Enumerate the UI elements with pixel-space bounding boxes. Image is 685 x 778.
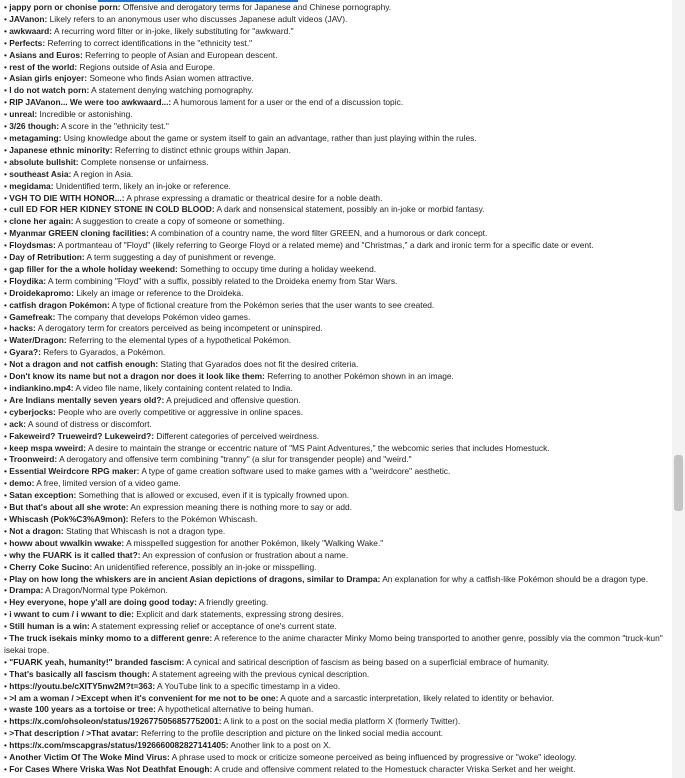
glossary-term: gap filler for the a whole holiday weekend: [9, 263, 178, 274]
glossary-item [4, 419, 671, 431]
glossary-definition: Explicit and dark statements, expressing strong desires. [136, 609, 344, 620]
glossary-term: RIP JAVanon... We were too awkwaard...: [9, 97, 172, 108]
glossary-term: Droidekapromo: [9, 287, 74, 298]
glossary-item [4, 157, 671, 169]
glossary-term: But that's about all she wrote: [9, 502, 129, 513]
glossary-term: Asians and Euros: [9, 49, 83, 60]
glossary-definition: A video file name, likely containing content related to India. [75, 383, 293, 393]
glossary-definition: A Dragon/Normal type Pokémon. [45, 585, 168, 596]
glossary-term: cull ED FOR HER KIDNEY STONE IN COLD BLOOD: [9, 204, 215, 215]
glossary-item [4, 14, 671, 26]
glossary-term: demo: [9, 478, 35, 489]
glossary-item [4, 752, 671, 764]
glossary-term: Drampa: [9, 585, 44, 596]
glossary-item [4, 73, 671, 85]
glossary-definition: Complete nonsense or unfairness. [80, 156, 209, 167]
glossary-definition: A reference to the anime character Minky Momo being transported to another genre, possibly via the common "truck-kun" isekai trope. [4, 633, 663, 655]
glossary-item [4, 526, 671, 538]
glossary-definition: Stating that Gyarados does not fit the desired criteria. [160, 359, 359, 370]
glossary-item [4, 323, 671, 335]
glossary-definition: A quote and a sarcastic interpretation, likely related to identity or behavior. [280, 692, 555, 703]
glossary-definition: An expression meaning there is nothing more to say or add. [130, 502, 352, 513]
glossary-term: Not a dragon: [9, 525, 64, 536]
glossary-definition: Referring to people of Asian and European descent. [85, 49, 278, 60]
glossary-definition: A suggestion to create a copy of someone or something. [75, 216, 285, 227]
glossary-definition: Offensive and derogatory terms for Japanese and Chinese pornography. [122, 2, 392, 12]
glossary-item [4, 597, 671, 609]
glossary-item [4, 312, 671, 324]
glossary-term: jappy porn or chonise porn: [9, 2, 121, 12]
glossary-term: Essential Weirdcore RPG maker: [9, 466, 140, 477]
glossary-item [4, 2, 671, 14]
glossary-definition: A phrase used to mock or criticize someone perceived as being influenced by progressive or "woke" ideology. [171, 752, 577, 763]
glossary-term: catfish dragon Pokémon: [9, 299, 110, 310]
glossary-term: Water/Dragon: [9, 335, 67, 346]
glossary-definition: Referring to another Pokémon shown in an image. [267, 371, 454, 382]
glossary-item [4, 478, 671, 490]
glossary-term: Hey everyone, hope y'all are doing good today: [9, 597, 197, 608]
glossary-definition: A statement agreeing with the previous cynical description. [151, 668, 370, 679]
glossary-term: indiankino.mp4: [9, 383, 74, 393]
glossary-definition: The company that develops Pokémon video games. [57, 311, 251, 322]
glossary-definition: A free, limited version of a video game. [36, 478, 181, 489]
glossary-term: Asian girls enjoyer: [9, 73, 87, 84]
glossary-definition: A region in Asia. [73, 168, 134, 179]
glossary-item [4, 538, 671, 550]
glossary-definition: A term suggesting a day of punishment or revenge. [86, 252, 276, 263]
glossary-term: howw about wwalkin wwake: [9, 537, 125, 548]
glossary-term: Gyara?: [9, 347, 41, 358]
glossary-term: unreal: [9, 109, 38, 120]
glossary-term: Still human is a win: [9, 621, 90, 632]
glossary-definition: A hypothetical alternative to being human. [157, 704, 314, 715]
glossary-definition: Something to occupy time during a holiday weekend. [180, 263, 377, 274]
glossary-item [4, 133, 671, 145]
glossary-term: rest of the world: [9, 61, 78, 72]
glossary-item [4, 740, 671, 752]
glossary-item [4, 407, 671, 419]
glossary-term: awkwaard: [9, 25, 53, 36]
glossary-item [4, 693, 671, 705]
glossary-definition: Something that is allowed or excused, even if it is typically frowned upon. [78, 490, 350, 501]
glossary-definition: Stating that Whiscash is not a dragon type. [66, 525, 226, 536]
glossary-item [4, 109, 671, 121]
glossary-term: why the FUARK is it called that?: [9, 549, 141, 560]
glossary-item [4, 562, 671, 574]
glossary-term: VGH TO DIE WITH HONOR...: [9, 192, 125, 203]
glossary-definition: Referring to the elemental types of a hypothetical Pokémon. [68, 335, 292, 346]
glossary-definition: A dark and nonsensical statement, possibly an in-joke or morbid fantasy. [216, 204, 485, 215]
glossary-item [4, 85, 671, 97]
glossary-item [4, 704, 671, 716]
glossary-item [4, 609, 671, 621]
glossary-item [4, 62, 671, 74]
glossary-item [4, 764, 671, 776]
glossary-term: 3/26 though: [9, 121, 60, 132]
glossary-term: cyberjocks: [9, 406, 56, 417]
glossary-item [4, 359, 671, 371]
glossary-definition: A score in the "ethnicity test." [60, 121, 169, 132]
glossary-definition: A type of fictional creature from the Pokémon series that the user wants to see created. [111, 299, 435, 310]
glossary-definition: A friendly greeting. [198, 597, 269, 608]
glossary-item [4, 633, 671, 657]
glossary-definition: An unidentified reference, possibly an in-joke or misspelling. [93, 561, 317, 572]
glossary-item [4, 216, 671, 228]
glossary-term: Floydsmas: [9, 240, 56, 251]
glossary-term: clone her again: [9, 216, 74, 227]
glossary-term: https://youtu.be/cXITY5nw2M?t=363: [9, 680, 156, 691]
glossary-item [4, 204, 671, 216]
glossary-definition: Likely an image or reference to the Droideka. [76, 287, 244, 298]
glossary-item [4, 371, 671, 383]
glossary-definition: A derogatory and offensive term combining "tranny" (a slur for transgender people) and "weird." [59, 454, 412, 465]
glossary-term: i wwant to cum / i wwant to die: [9, 609, 134, 620]
glossary-term: Japanese ethnic minority: [9, 144, 113, 155]
glossary-item [4, 466, 671, 478]
glossary-item [4, 288, 671, 300]
document-content [4, 2, 671, 776]
glossary-item [4, 335, 671, 347]
glossary-item [4, 383, 671, 395]
glossary-term: Cherry Coke Sucino: [9, 561, 93, 572]
glossary-term: keep mspa wweird: [9, 442, 87, 453]
glossary-definition: Regions outside of Asia and Europe. [79, 61, 216, 72]
glossary-term: "FUARK yeah, humanity!" branded fascism: [9, 656, 185, 667]
glossary-definition: A type of game creation software used to make games with a "weirdcore" aesthetic. [141, 466, 451, 477]
glossary-item [4, 121, 671, 133]
glossary-definition: A portmanteau of "Floyd" (likely referring to George Floyd or a related meme) and "Christmas," a dark and ironic term for a specific date or event. [57, 240, 594, 251]
glossary-item [4, 347, 671, 359]
glossary-term: Fakeweird? Trueweird? Lukeweird?: [9, 430, 154, 441]
glossary-item [4, 657, 671, 669]
glossary-item [4, 38, 671, 50]
glossary-term: I do not watch porn: [9, 85, 90, 96]
glossary-item [4, 395, 671, 407]
glossary-term: hacks: [9, 323, 36, 334]
glossary-item [4, 669, 671, 681]
glossary-item [4, 181, 671, 193]
glossary-term: absolute bullshit: [9, 156, 79, 167]
glossary-definition: A recurring word filter or in-joke, likely substituting for "awkward." [53, 25, 294, 36]
glossary-term: Play on how long the whiskers are in ancient Asian depictions of dragons, similar to Drampa: [9, 573, 381, 584]
glossary-term: megidama: [9, 180, 54, 191]
glossary-term: metagaming: [9, 132, 62, 143]
glossary-definition: Another link to a post on X. [230, 740, 331, 751]
glossary-term: waste 100 years as a tortoise or tree: [9, 704, 156, 715]
glossary-definition: A misspelled suggestion for another Pokémon, likely "Walking Wake." [126, 537, 384, 548]
glossary-term: Another Victim Of The Woke Mind Virus: [9, 752, 170, 763]
glossary-item [4, 300, 671, 312]
glossary-definition: A statement denying watching pornography. [91, 85, 254, 96]
glossary-item [4, 728, 671, 740]
glossary-definition: Likely refers to an anonymous user who discusses Japanese adult videos (JAV). [49, 13, 348, 24]
glossary-term: >I am a woman / >Except when it's convenient for me not to be one: [9, 692, 279, 703]
glossary-term: https://x.com/ohsoleon/status/1926775056857752001: [9, 716, 222, 727]
glossary-term: Whiscash (Pok%C3%A9mon): [9, 513, 129, 524]
glossary-term: That's basically all fascism though: [9, 668, 150, 679]
glossary-item [4, 264, 671, 276]
glossary-definition: A prejudiced and offensive question. [166, 394, 301, 405]
glossary-item [4, 443, 671, 455]
glossary-item [4, 454, 671, 466]
glossary-item [4, 145, 671, 157]
glossary-definition: A derogatory term for creators perceived as being incompetent or uninspired. [37, 323, 323, 334]
glossary-definition: Referring to correct identifications in the "ethnicity test." [47, 37, 253, 48]
glossary-item [4, 574, 671, 586]
glossary-definition: An expression of confusion or frustration about a name. [142, 549, 349, 560]
glossary-definition: Different categories of perceived weirdness. [156, 430, 320, 441]
glossary-definition: People who are overly competitive or aggressive in online spaces. [58, 406, 304, 417]
vertical-scrollbar[interactable] [672, 0, 685, 778]
glossary-definition: A link to a post on the social media platform X (formerly Twitter). [223, 716, 461, 727]
glossary-item [4, 169, 671, 181]
glossary-definition: A sound of distress or discomfort. [27, 418, 152, 429]
glossary-term: Perfects: [9, 37, 46, 48]
glossary-list [4, 2, 671, 776]
glossary-definition: A YouTube link to a specific timestamp in a video. [157, 680, 341, 691]
glossary-definition: Refers to Gyarados, a Pokémon. [43, 347, 166, 358]
glossary-definition: A humorous lament for a user or the end of a discussion topic. [173, 97, 404, 108]
glossary-item [4, 240, 671, 252]
glossary-term: Day of Retribution: [9, 252, 85, 263]
glossary-item [4, 193, 671, 205]
glossary-item [4, 97, 671, 109]
glossary-item [4, 276, 671, 288]
glossary-item [4, 716, 671, 728]
glossary-definition: Incredible or astonishing. [39, 109, 133, 120]
glossary-definition: Refers to the Pokémon Whiscash. [130, 513, 258, 524]
glossary-term: The truck isekais minky momo to a different genre: [9, 633, 213, 644]
glossary-item [4, 514, 671, 526]
glossary-term: Satan exception: [9, 490, 77, 501]
glossary-definition: A desire to maintain the strange or eccentric nature of "MS Paint Adventures," the webcomic series that includes Homestuck. [87, 442, 550, 453]
glossary-term: Not a dragon and not catfish enough: [9, 359, 159, 370]
glossary-item [4, 490, 671, 502]
glossary-definition: Referring to the profile description and picture on the linked social media account. [140, 728, 444, 739]
glossary-definition: Someone who finds Asian women attractive. [89, 73, 254, 84]
glossary-item [4, 431, 671, 443]
glossary-definition: Using knowledge about the game or system itself to gain an advantage, rather than just playing within the rules. [63, 132, 477, 143]
glossary-term: https://x.com/mscapgras/status/1926660082827141405: [9, 740, 229, 751]
glossary-definition: A combination of a country name, the word filter GREEN, and a humorous or dark concept. [150, 228, 488, 239]
glossary-definition: Referring to distinct ethnic groups within Japan. [114, 144, 291, 155]
glossary-definition: A phrase expressing a dramatic or theatrical desire for a noble death. [126, 192, 383, 203]
glossary-term: >That description / >That avatar: [9, 728, 139, 739]
glossary-term: Don't know its name but not a dragon nor does it look like them: [9, 371, 265, 382]
glossary-item [4, 228, 671, 240]
glossary-term: Are Indians mentally seven years old?: [9, 394, 165, 405]
glossary-definition: A cynical and satirical description of fascism as being based on a superficial embrace of humanity. [186, 656, 550, 667]
glossary-definition: An explanation for why a catfish-like Pokémon should be a dragon type. [382, 573, 649, 584]
glossary-item [4, 252, 671, 264]
glossary-item [4, 26, 671, 38]
glossary-item [4, 502, 671, 514]
glossary-term: Myanmar GREEN cloning facilities: [9, 228, 149, 239]
glossary-item [4, 550, 671, 562]
glossary-term: southeast Asia: [9, 168, 72, 179]
glossary-term: For Cases Where Vriska Was Not Deathfat Enough: [9, 764, 213, 774]
glossary-term: Floydika: [9, 275, 47, 286]
glossary-item [4, 621, 671, 633]
glossary-term: JAVanon: [9, 13, 48, 24]
glossary-item [4, 50, 671, 62]
glossary-item [4, 681, 671, 693]
glossary-item [4, 585, 671, 597]
scrollbar-thumb[interactable] [674, 455, 683, 511]
glossary-term: ack: [9, 418, 27, 429]
glossary-definition: A crude and offensive comment related to the Homestuck character Vriska Serket and her weight. [214, 764, 576, 774]
glossary-term: Troonweird: [9, 454, 58, 465]
glossary-definition: A statement expressing relief or acceptance of one's current state. [91, 621, 337, 632]
glossary-definition: A term combining "Floyd" with a suffix, possibly related to the Droideka enemy from Star Wars. [47, 275, 398, 286]
glossary-definition: Unidentified term, likely an in-joke or reference. [55, 180, 231, 191]
glossary-term: Gamefreak: [9, 311, 56, 322]
